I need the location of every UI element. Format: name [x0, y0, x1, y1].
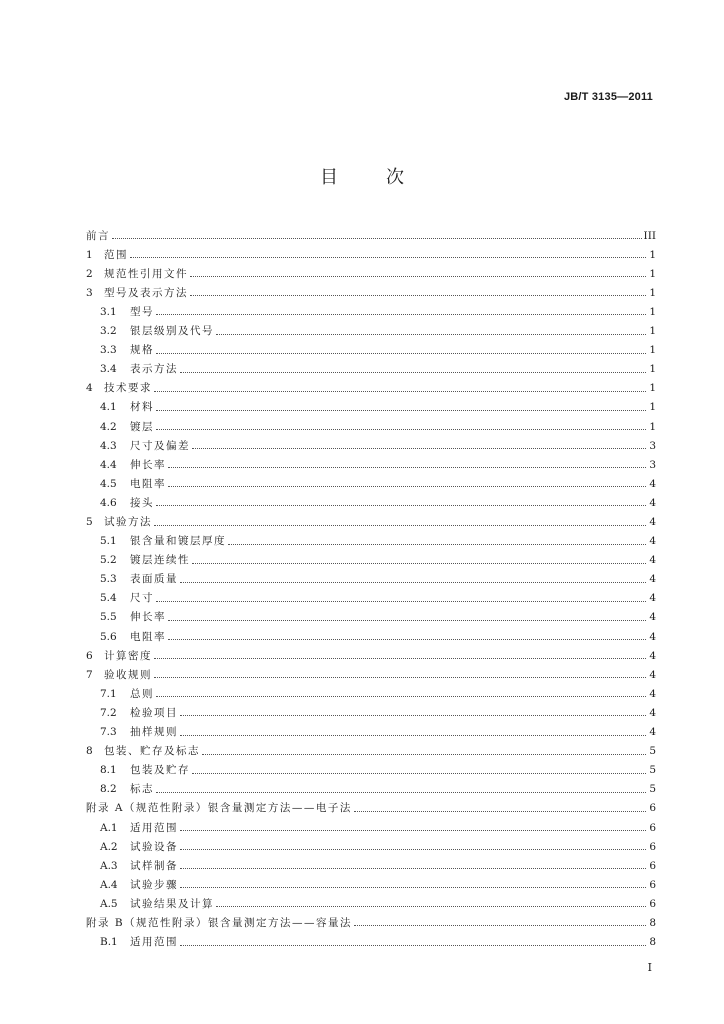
toc-entry[interactable]: [86, 699, 656, 718]
toc-leader-dots: [202, 753, 646, 755]
toc-entry-number: 8: [86, 745, 93, 758]
toc-entry-page: 6: [649, 840, 656, 853]
toc-entry[interactable]: [86, 757, 656, 776]
toc-entry[interactable]: [86, 852, 656, 871]
toc-entry-label: 伸长率: [130, 458, 166, 471]
toc-entry[interactable]: [86, 776, 656, 795]
toc-entry-label: 镀层: [130, 420, 154, 433]
toc-entry[interactable]: [86, 298, 656, 317]
toc-entry-page: 6: [649, 802, 656, 815]
toc-entry[interactable]: [86, 241, 656, 260]
toc-entry-page: 4: [649, 668, 656, 681]
toc-leader-dots: [112, 237, 642, 239]
toc-entry-label: 验收规则: [104, 668, 152, 681]
toc-leader-dots: [154, 390, 646, 392]
toc-entry-number: 3.1: [100, 305, 117, 318]
toc-leader-dots: [228, 543, 646, 545]
toc-entry[interactable]: [86, 642, 656, 661]
toc-entry-page: 4: [649, 516, 656, 528]
toc-entry-label: 适用范围: [130, 821, 178, 834]
toc-entry[interactable]: [86, 260, 656, 279]
toc-entry-page: 6: [649, 821, 656, 834]
toc-entry[interactable]: [86, 833, 656, 852]
toc-entry-number: 5.4: [100, 592, 117, 605]
toc-leader-dots: [180, 829, 646, 831]
toc-entry-page: 4: [649, 592, 656, 605]
toc-entry[interactable]: [86, 928, 656, 947]
toc-entry-label: 试验设备: [130, 840, 178, 853]
toc-entry-label: 银层级别及代号: [130, 325, 214, 338]
toc-entry[interactable]: [86, 375, 656, 394]
toc-entry-label: 伸长率: [130, 611, 166, 624]
toc-entry-page: 5: [649, 764, 656, 777]
toc-entry-label: 包装、贮存及标志: [104, 745, 200, 758]
toc-leader-dots: [154, 676, 646, 678]
title-char-right: 次: [386, 167, 404, 188]
toc-entry-label: 电阻率: [130, 477, 166, 490]
page-title: [0, 163, 724, 189]
toc-entry-label: 附录 B（规范性附录）银含量测定方法——容量法: [86, 916, 353, 929]
toc-leader-dots: [190, 294, 646, 296]
toc-entry-number: 4.2: [100, 420, 117, 433]
toc-entry-page: 3: [649, 439, 656, 452]
toc-entry[interactable]: [86, 222, 656, 241]
toc-entry[interactable]: [86, 356, 656, 375]
toc-entry-number: 5.6: [100, 630, 117, 643]
toc-entry-number: 4.1: [100, 401, 117, 414]
toc-entry-number: 5.3: [100, 573, 117, 586]
toc-entry-page: 6: [649, 878, 656, 891]
toc-entry-number: 2: [86, 267, 93, 280]
toc-leader-dots: [154, 524, 646, 526]
toc-entry[interactable]: [86, 451, 656, 470]
toc-leader-dots: [168, 485, 646, 487]
toc-leader-dots: [156, 600, 646, 602]
toc-entry-label: 计算密度: [104, 649, 152, 662]
page-number: I: [647, 961, 652, 974]
toc-entry[interactable]: [86, 528, 656, 547]
toc-entry[interactable]: [86, 871, 656, 890]
toc-entry-number: 4.3: [100, 439, 117, 452]
toc-entry[interactable]: [86, 394, 656, 413]
toc-entry[interactable]: [86, 604, 656, 623]
toc-leader-dots: [156, 409, 646, 411]
toc-entry-number: 4.6: [100, 496, 117, 509]
toc-entry-page: 5: [649, 783, 656, 796]
toc-entry-number: 4.5: [100, 477, 117, 490]
toc-entry-page: 1: [649, 267, 656, 280]
toc-entry[interactable]: [86, 585, 656, 604]
toc-entry[interactable]: [86, 890, 656, 909]
toc-leader-dots: [180, 371, 646, 373]
toc-entry-page: 4: [649, 554, 656, 567]
toc-entry-number: 7.2: [100, 706, 117, 719]
toc-leader-dots: [216, 333, 646, 335]
toc-entry-label: 型号: [130, 305, 154, 318]
toc-entry-page: 1: [649, 248, 656, 261]
toc-entry[interactable]: [86, 413, 656, 432]
toc-entry-label: 规格: [130, 344, 154, 357]
toc-entry-page: 1: [649, 325, 656, 338]
toc-entry[interactable]: [86, 909, 656, 928]
toc-leader-dots: [180, 867, 646, 869]
toc-entry-page: III: [643, 229, 656, 242]
toc-entry-number: 8.1: [100, 764, 117, 777]
toc-leader-dots: [130, 256, 646, 258]
toc-entry-number: A.1: [100, 821, 118, 834]
table-of-contents: [86, 222, 656, 948]
toc-leader-dots: [156, 504, 646, 506]
toc-entry-label: 试验方法: [104, 516, 152, 528]
toc-leader-dots: [354, 924, 646, 926]
toc-leader-dots: [180, 734, 646, 736]
toc-leader-dots: [180, 886, 646, 888]
toc-entry-page: 4: [649, 496, 656, 509]
toc-entry-label: 总则: [130, 687, 154, 700]
toc-leader-dots: [154, 657, 646, 659]
toc-entry[interactable]: [86, 795, 656, 814]
toc-entry-page: 4: [649, 726, 656, 739]
toc-entry[interactable]: [86, 489, 656, 508]
toc-entry-number: A.4: [100, 878, 118, 891]
toc-entry-number: 5.1: [100, 535, 117, 548]
toc-entry-page: 6: [649, 859, 656, 872]
toc-leader-dots: [216, 905, 646, 907]
toc-entry-label: 试样制备: [130, 859, 178, 872]
toc-entry-label: 银含量和镀层厚度: [130, 535, 226, 548]
toc-entry-label: 前言: [86, 229, 110, 242]
toc-leader-dots: [180, 944, 646, 946]
toc-entry-page: 4: [649, 477, 656, 490]
toc-entry-label: 试验步骤: [130, 878, 178, 891]
toc-entry[interactable]: [86, 718, 656, 737]
toc-leader-dots: [156, 695, 646, 697]
toc-entry-page: 4: [649, 573, 656, 586]
toc-entry-page: 1: [649, 382, 656, 395]
toc-entry-number: 3.2: [100, 325, 117, 338]
toc-entry-label: 标志: [130, 783, 154, 796]
toc-entry-number: 8.2: [100, 783, 117, 796]
toc-entry-label: 试验结果及计算: [130, 897, 214, 910]
toc-entry-number: A.2: [100, 840, 118, 853]
toc-entry-label: 表示方法: [130, 363, 178, 376]
standard-code: JB/T 3135—2011: [563, 91, 653, 103]
toc-entry[interactable]: [86, 432, 656, 451]
toc-entry-label: 镀层连续性: [130, 554, 190, 567]
toc-leader-dots: [192, 447, 646, 449]
toc-entry[interactable]: [86, 738, 656, 757]
toc-entry-label: 适用范围: [130, 936, 178, 949]
toc-leader-dots: [354, 810, 646, 812]
title-char-left: 目: [320, 167, 338, 188]
toc-leader-dots: [168, 466, 646, 468]
toc-entry-label: 技术要求: [104, 382, 152, 395]
toc-entry-page: 4: [649, 706, 656, 719]
toc-entry-page: 8: [649, 936, 656, 949]
toc-entry-page: 1: [649, 420, 656, 433]
toc-entry[interactable]: [86, 337, 656, 356]
toc-entry-label: 表面质量: [130, 573, 178, 586]
toc-entry-label: 尺寸及偏差: [130, 439, 190, 452]
toc-entry-number: 4.4: [100, 458, 117, 471]
toc-leader-dots: [192, 562, 646, 564]
toc-leader-dots: [180, 714, 646, 716]
toc-entry-label: 检验项目: [130, 706, 178, 719]
toc-entry-page: 8: [649, 916, 656, 929]
toc-leader-dots: [168, 619, 646, 621]
toc-entry-number: 5.5: [100, 611, 117, 624]
toc-leader-dots: [156, 428, 646, 430]
toc-leader-dots: [180, 581, 646, 583]
toc-entry-page: 1: [649, 344, 656, 357]
toc-entry-label: 抽样规则: [130, 726, 178, 739]
toc-entry[interactable]: [86, 547, 656, 566]
toc-entry-page: 4: [649, 630, 656, 643]
toc-entry[interactable]: [86, 279, 656, 298]
toc-entry[interactable]: [86, 661, 656, 680]
toc-entry-number: B.1: [100, 936, 118, 949]
toc-leader-dots: [180, 848, 646, 850]
toc-entry[interactable]: [86, 470, 656, 489]
toc-entry-number: 3: [86, 286, 93, 299]
toc-entry-page: 6: [649, 897, 656, 910]
toc-entry-label: 范围: [104, 248, 128, 261]
toc-entry-page: 5: [649, 745, 656, 758]
toc-entry-number: 3.4: [100, 363, 117, 376]
toc-entry-number: 6: [86, 649, 93, 662]
toc-entry-number: 3.3: [100, 344, 117, 357]
toc-entry-page: 1: [649, 286, 656, 299]
toc-entry[interactable]: [86, 623, 656, 642]
toc-entry-label: 规范性引用文件: [104, 267, 188, 280]
toc-entry[interactable]: [86, 680, 656, 699]
toc-entry-number: 7.3: [100, 726, 117, 739]
toc-entry-label: 材料: [130, 401, 154, 414]
toc-entry-number: A.3: [100, 859, 118, 872]
toc-entry-number: 7: [86, 668, 93, 681]
toc-entry-number: 5.2: [100, 554, 117, 567]
toc-entry-label: 包装及贮存: [130, 764, 190, 777]
toc-entry-number: 7.1: [100, 687, 117, 700]
toc-entry-number: 1: [86, 248, 93, 261]
toc-entry-page: 1: [649, 363, 656, 376]
toc-entry-label: 尺寸: [130, 592, 154, 605]
toc-entry-page: 3: [649, 458, 656, 471]
toc-entry-number: 5: [86, 516, 93, 528]
toc-entry-label: 型号及表示方法: [104, 286, 188, 299]
toc-leader-dots: [156, 313, 646, 315]
toc-leader-dots: [156, 352, 646, 354]
toc-entry-label: 接头: [130, 496, 154, 509]
toc-entry[interactable]: [86, 317, 656, 336]
toc-entry[interactable]: [86, 508, 656, 527]
toc-entry-label: 电阻率: [130, 630, 166, 643]
toc-entry-number: A.5: [100, 897, 118, 910]
toc-entry-page: 1: [649, 401, 656, 414]
toc-entry-page: 4: [649, 611, 656, 624]
toc-entry-page: 4: [649, 535, 656, 548]
toc-entry-label: 附录 A（规范性附录）银含量测定方法——电子法: [86, 802, 352, 815]
toc-leader-dots: [190, 275, 646, 277]
toc-leader-dots: [168, 638, 646, 640]
toc-entry-page: 4: [649, 687, 656, 700]
toc-leader-dots: [192, 772, 646, 774]
toc-leader-dots: [156, 791, 646, 793]
toc-entry-page: 4: [649, 649, 656, 662]
toc-entry[interactable]: [86, 814, 656, 833]
toc-entry-number: 4: [86, 382, 93, 395]
toc-entry[interactable]: [86, 566, 656, 585]
toc-entry-page: 1: [649, 305, 656, 318]
